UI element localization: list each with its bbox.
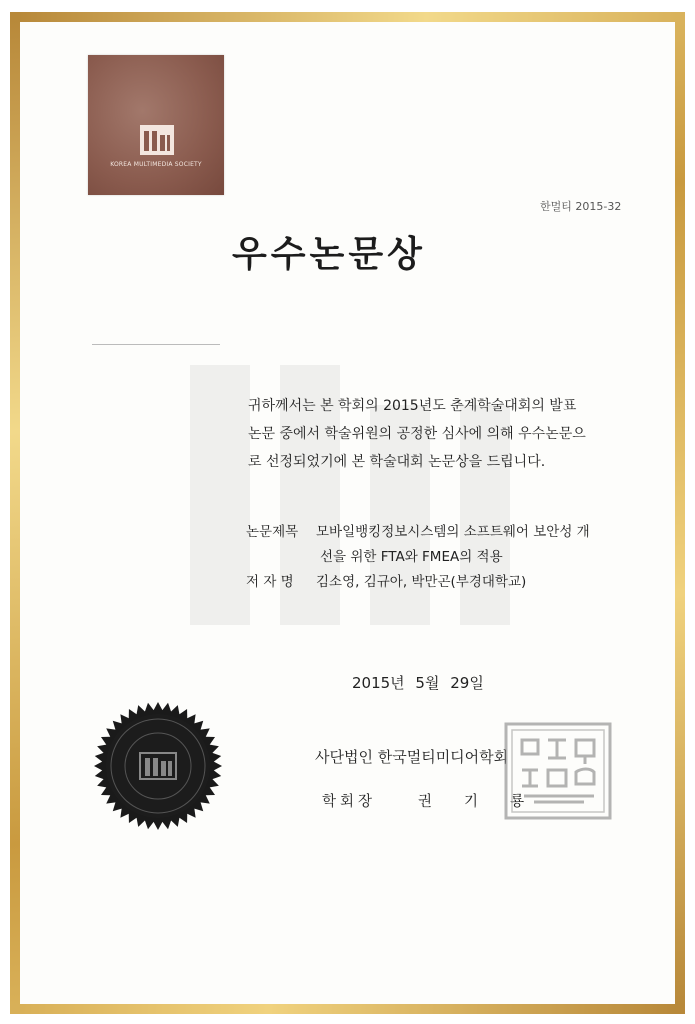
president-name-2: 기 bbox=[464, 794, 483, 810]
president-name-3: 룡 bbox=[510, 794, 529, 810]
president-name-1: 권 bbox=[418, 794, 437, 810]
official-red-stamp bbox=[504, 722, 612, 820]
society-logo bbox=[88, 55, 224, 195]
president-title: 학회장 bbox=[322, 794, 377, 810]
paper-title-value-2: 선을 위한 FTA와 FMEA의 적용 bbox=[320, 549, 503, 565]
paper-title-label: 논문제목 bbox=[246, 524, 299, 540]
paper-title-row bbox=[246, 520, 590, 545]
organization-name: 사단법인 한국멀티미디어학회 bbox=[315, 748, 509, 766]
logo-text: KOREA MULTIMEDIA SOCIETY bbox=[110, 161, 202, 168]
society-embossed-seal bbox=[92, 700, 224, 832]
authors-row bbox=[246, 570, 526, 595]
society-logo-icon bbox=[140, 125, 174, 155]
certificate-title: 우수논문상 bbox=[232, 234, 426, 275]
paper-title-value-1: 모바일뱅킹정보시스템의 소프트웨어 보안성 개 bbox=[316, 524, 590, 540]
president-signature-line bbox=[322, 790, 528, 811]
award-date: 2015년 5월 29일 bbox=[352, 674, 484, 692]
document-number: 한멀티 2015-32 bbox=[540, 200, 622, 213]
authors-value: 김소영, 김규아, 박만곤(부경대학교) bbox=[316, 574, 527, 590]
award-statement: 귀하께서는 본 학회의 2015년도 춘계학술대회의 발표 논문 중에서 학술위원의 공정한 심사에 의해 우수논문으로 선정되었기에 본 학술대회 논문상을 드립니다. bbox=[248, 398, 586, 470]
paper-title-row-continued bbox=[320, 545, 503, 570]
watermark-logo bbox=[170, 345, 530, 645]
authors-label: 저 자 명 bbox=[246, 574, 294, 590]
